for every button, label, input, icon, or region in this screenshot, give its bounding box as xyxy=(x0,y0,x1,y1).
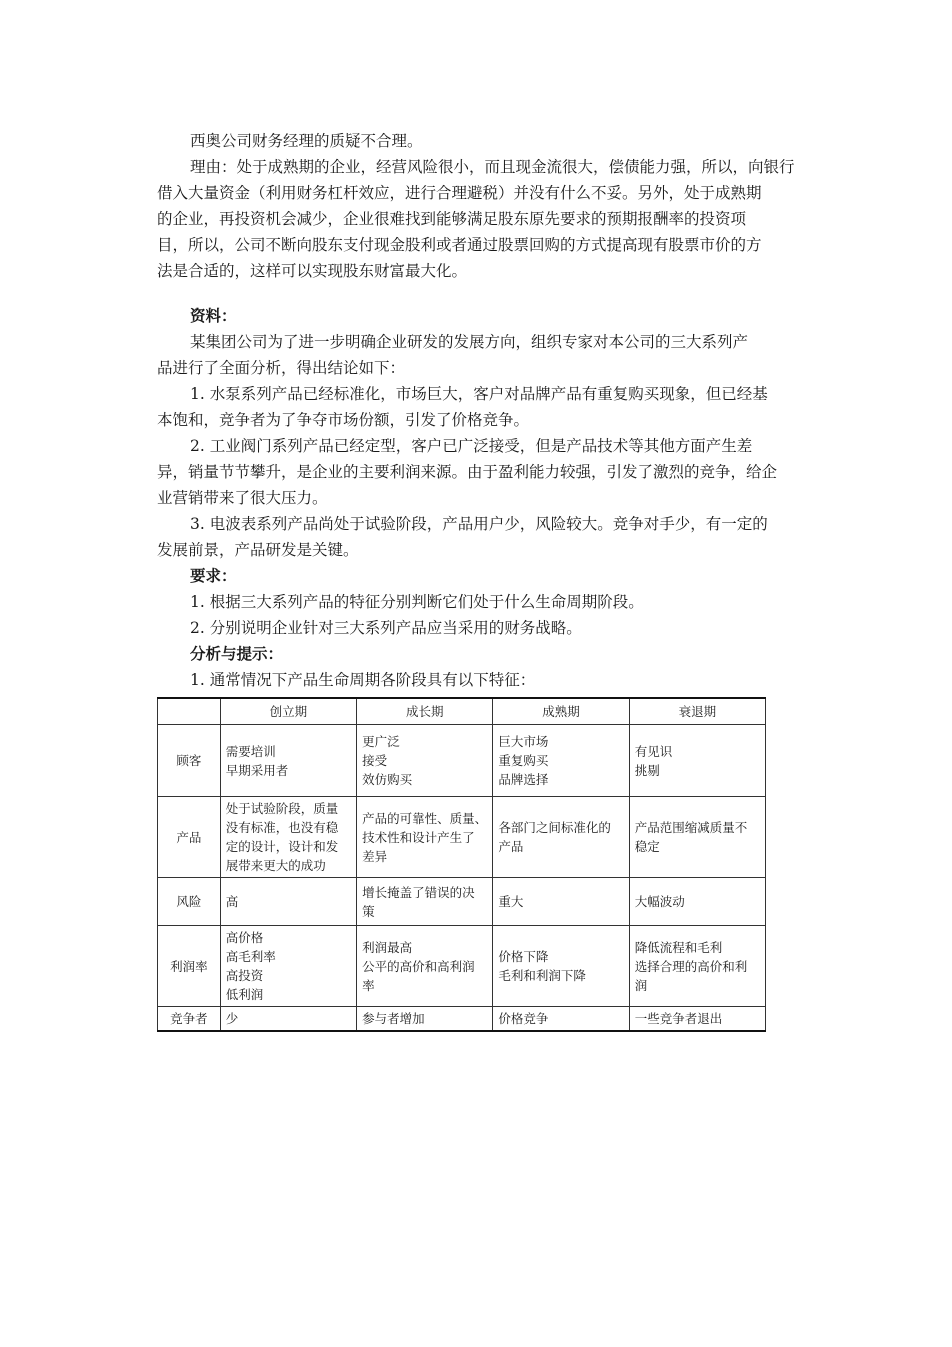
table-header-cell xyxy=(158,698,221,725)
reason-line: 法是合适的，这样可以实现股东财富最大化。 xyxy=(157,262,468,280)
table-cell: 大幅波动 xyxy=(629,878,765,926)
row-label: 风险 xyxy=(158,878,221,926)
table-cell: 参与者增加 xyxy=(357,1007,493,1032)
material-line: 2. 工业阀门系列产品已经定型，客户已广泛接受，但是产品技术等其他方面产生差 xyxy=(190,437,753,455)
table-cell: 巨大市场 重复购买 品牌选择 xyxy=(493,725,629,797)
reason-line: 理由：处于成熟期的企业，经营风险很小，而且现金流很大，偿债能力强，所以，向银行 xyxy=(190,158,795,176)
table-cell: 有见识 挑剔 xyxy=(629,725,765,797)
table-cell: 高 xyxy=(220,878,356,926)
table-cell: 价格下降 毛利和利润下降 xyxy=(493,926,629,1007)
material-line: 本饱和，竞争者为了争夺市场份额，引发了价格竞争。 xyxy=(157,411,530,429)
row-label: 顾客 xyxy=(158,725,221,797)
table-row xyxy=(158,797,766,878)
reason-line: 的企业，再投资机会减少，企业很难找到能够满足股东原先要求的预期报酬率的投资项 xyxy=(157,210,747,228)
table-cell: 产品的可靠性、质量、 技术性和设计产生了 差异 xyxy=(357,797,493,878)
table-cell: 降低流程和毛利 选择合理的高价和利 润 xyxy=(629,926,765,1007)
material-line: 1. 水泵系列产品已经标准化，市场巨大，客户对品牌产品有重复购买现象，但已经基 xyxy=(190,385,768,403)
table-cell: 各部门之间标准化的 产品 xyxy=(493,797,629,878)
table-header-row xyxy=(158,698,766,725)
table-header-cell: 创立期 xyxy=(220,698,356,725)
table-cell: 重大 xyxy=(493,878,629,926)
table-cell: 高价格 高毛利率 高投资 低利润 xyxy=(220,926,356,1007)
table-cell: 利润最高 公平的高价和高利润 率 xyxy=(357,926,493,1007)
table-cell: 增长掩盖了错误的决 策 xyxy=(357,878,493,926)
reason-line: 目，所以，公司不断向股东支付现金股利或者通过股票回购的方式提高现有股票市价的方 xyxy=(157,236,762,254)
table-header-cell: 成长期 xyxy=(357,698,493,725)
table-cell: 需要培训 早期采用者 xyxy=(220,725,356,797)
row-label: 利润率 xyxy=(158,926,221,1007)
material-line: 3. 电波表系列产品尚处于试验阶段，产品用户少，风险较大。竞争对手少，有一定的 xyxy=(190,515,768,533)
row-label: 产品 xyxy=(158,797,221,878)
table-row xyxy=(158,725,766,797)
material-line: 业营销带来了很大压力。 xyxy=(157,489,328,507)
material-line: 品进行了全面分析，得出结论如下： xyxy=(157,359,406,377)
table-header-cell: 衰退期 xyxy=(629,698,765,725)
table-cell: 价格竞争 xyxy=(493,1007,629,1032)
table-cell: 少 xyxy=(220,1007,356,1032)
material-line: 发展前景，产品研发是关键。 xyxy=(157,541,359,559)
table-header-cell: 成熟期 xyxy=(493,698,629,725)
row-label: 竞争者 xyxy=(158,1007,221,1032)
material-line: 异，销量节节攀升，是企业的主要利润来源。由于盈利能力较强，引发了激烈的竞争，给企 xyxy=(157,463,778,481)
table-cell: 更广泛 接受 效仿购买 xyxy=(357,725,493,797)
lifecycle-table xyxy=(157,697,766,1032)
requirements-heading: 要求： xyxy=(190,566,237,585)
reason-line: 借入大量资金（利用财务杠杆效应，进行合理避税）并没有什么不妥。另外，处于成熟期 xyxy=(157,184,762,202)
table-cell: 产品范围缩减质量不 稳定 xyxy=(629,797,765,878)
table-cell: 处于试验阶段，质量 没有标准，也没有稳 定的设计，设计和发 展带来更大的成功 xyxy=(220,797,356,878)
table-row xyxy=(158,878,766,926)
material-line: 某集团公司为了进一步明确企业研发的发展方向，组织专家对本公司的三大系列产 xyxy=(190,333,749,351)
requirement-item: 2. 分别说明企业针对三大系列产品应当采用的财务战略。 xyxy=(190,619,582,637)
material-heading: 资料： xyxy=(190,306,237,325)
table-row xyxy=(158,1007,766,1032)
analysis-intro: 1. 通常情况下产品生命周期各阶段具有以下特征： xyxy=(190,671,536,689)
table-cell: 一些竞争者退出 xyxy=(629,1007,765,1032)
requirement-item: 1. 根据三大系列产品的特征分别判断它们处于什么生命周期阶段。 xyxy=(190,593,644,611)
conclusion-line: 西奥公司财务经理的质疑不合理。 xyxy=(190,132,423,150)
analysis-heading: 分析与提示： xyxy=(190,644,284,663)
table-row xyxy=(158,926,766,1007)
